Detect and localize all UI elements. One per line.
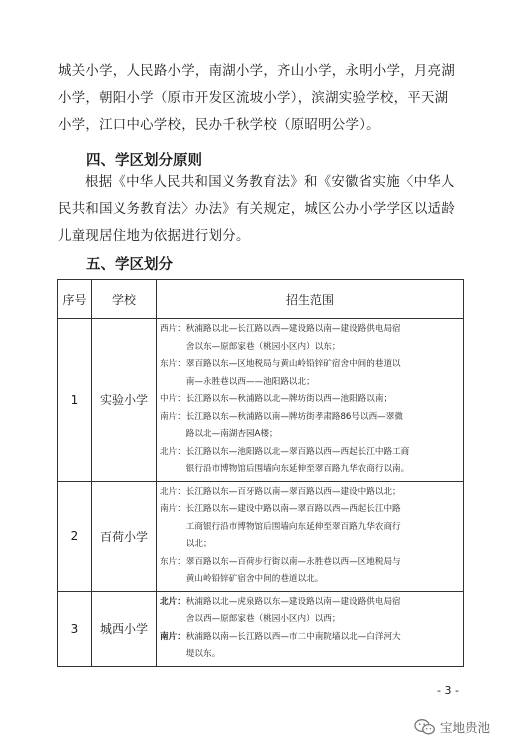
intro-paragraph	[58, 58, 466, 139]
row-number: 1	[58, 319, 92, 482]
header-cell: 序号	[58, 280, 92, 319]
range-line: 东片：翠百路以东—百荷步行街以南—永胜巷以西—区地税局与	[160, 556, 401, 567]
table-header-row	[58, 280, 464, 319]
zone-text: 堤以东。	[160, 649, 221, 659]
zone-label: 南片：	[160, 631, 186, 642]
school-name: 百荷小学	[92, 481, 157, 591]
header-cell: 学校	[92, 280, 157, 319]
range-line: 以北；	[160, 539, 212, 549]
school-district-table	[57, 279, 464, 667]
range-line: 西片：秋浦路以北—长江路以西—建设路以南—建设路供电局宿	[160, 324, 401, 334]
text-line: 儿童现居住地为依据进行划分。	[58, 229, 250, 244]
header-cell: 招生范围	[157, 280, 464, 319]
range-line	[160, 594, 461, 612]
table-row	[58, 481, 464, 591]
range-line: 南—永胜巷以西——池阳路以北；	[160, 376, 315, 387]
range-line	[160, 611, 461, 629]
watermark	[414, 715, 490, 739]
page-number: - 3 -	[437, 684, 459, 697]
zone-text: 秋浦路以南—长江路以西—市二中南院墙以北—白洋河大	[185, 631, 401, 642]
table-row	[58, 319, 464, 482]
zone-label: 北片：	[160, 596, 186, 607]
range-line: 东片：翠百路以东—区地税局与黄山岭铅锌矿宿舍中间的巷道以	[160, 359, 401, 369]
section-heading: 五、学区划分	[86, 257, 173, 273]
range-line: 路以北—南湖杏园A楼；	[160, 429, 278, 439]
range-line: 舍以东—原郎家巷（桃园小区内）以东；	[160, 341, 341, 352]
range-line: 工商银行沿市博物馆后围墙向东延伸至翠百路九华农商行	[160, 521, 401, 532]
range-line: 黄山岭铅锌矿宿舍中间的巷道以北。	[160, 574, 324, 584]
principle-paragraph	[58, 169, 466, 250]
row-number: 2	[58, 481, 92, 591]
zone-text: 舍以西—原郎家巷（桃园小区内）以西；	[160, 614, 341, 624]
table-row	[58, 591, 464, 666]
text-line: 小学，江口中心学校，民办千秋学校（原昭明公学）。	[58, 118, 380, 133]
range-line	[160, 646, 461, 664]
school-name: 实验小学	[92, 319, 157, 482]
watermark-text: 宝地贵池	[440, 720, 491, 735]
section-heading: 四、学区划分原则	[86, 153, 202, 169]
text-line: 根据《中华人民共和国义务教育法》和《安徽省实施〈中华人	[85, 175, 455, 190]
text-line: 小学，朝阳小学（原市开发区流坡小学），滨湖实验学校，平天湖	[58, 91, 449, 106]
range-line	[160, 629, 461, 647]
range-line: 北片：长江路以东—百牙路以南—翠百路以西—建设中路以北；	[160, 486, 401, 497]
enrollment-range	[157, 481, 464, 591]
enrollment-range	[157, 591, 464, 666]
text-line: 民共和国义务教育法〉办法》有关规定，城区公办小学学区以适龄	[58, 202, 456, 217]
range-line: 中片：长江路以东—秋浦路以北—牌坊街以西—池阳路以南；	[160, 394, 393, 404]
range-line: 南片：长江路以东—秋浦路以南—牌坊街孝肃路86号以西—翠微	[160, 411, 403, 422]
enrollment-range	[157, 319, 464, 482]
range-line: 北片：长江路以东—池阳路以北—翠百路以西—西起长江中路工商	[160, 446, 410, 457]
row-number: 3	[58, 591, 92, 666]
zone-text: 秋浦路以北—虎泉路以东—建设路以南—建设路供电局宿	[185, 596, 401, 607]
text-line: 城关小学，人民路小学，南湖小学，齐山小学，永明小学，月亮湖	[58, 64, 456, 79]
range-line: 南片：长江路以东—建设中路以南—翠百路以西—西起长江中路	[160, 504, 401, 514]
school-name: 城西小学	[92, 591, 157, 666]
range-line: 银行沿市博物馆后围墙向东延伸至翠百路九华农商行以南。	[160, 464, 410, 474]
wechat-icon	[414, 718, 436, 736]
